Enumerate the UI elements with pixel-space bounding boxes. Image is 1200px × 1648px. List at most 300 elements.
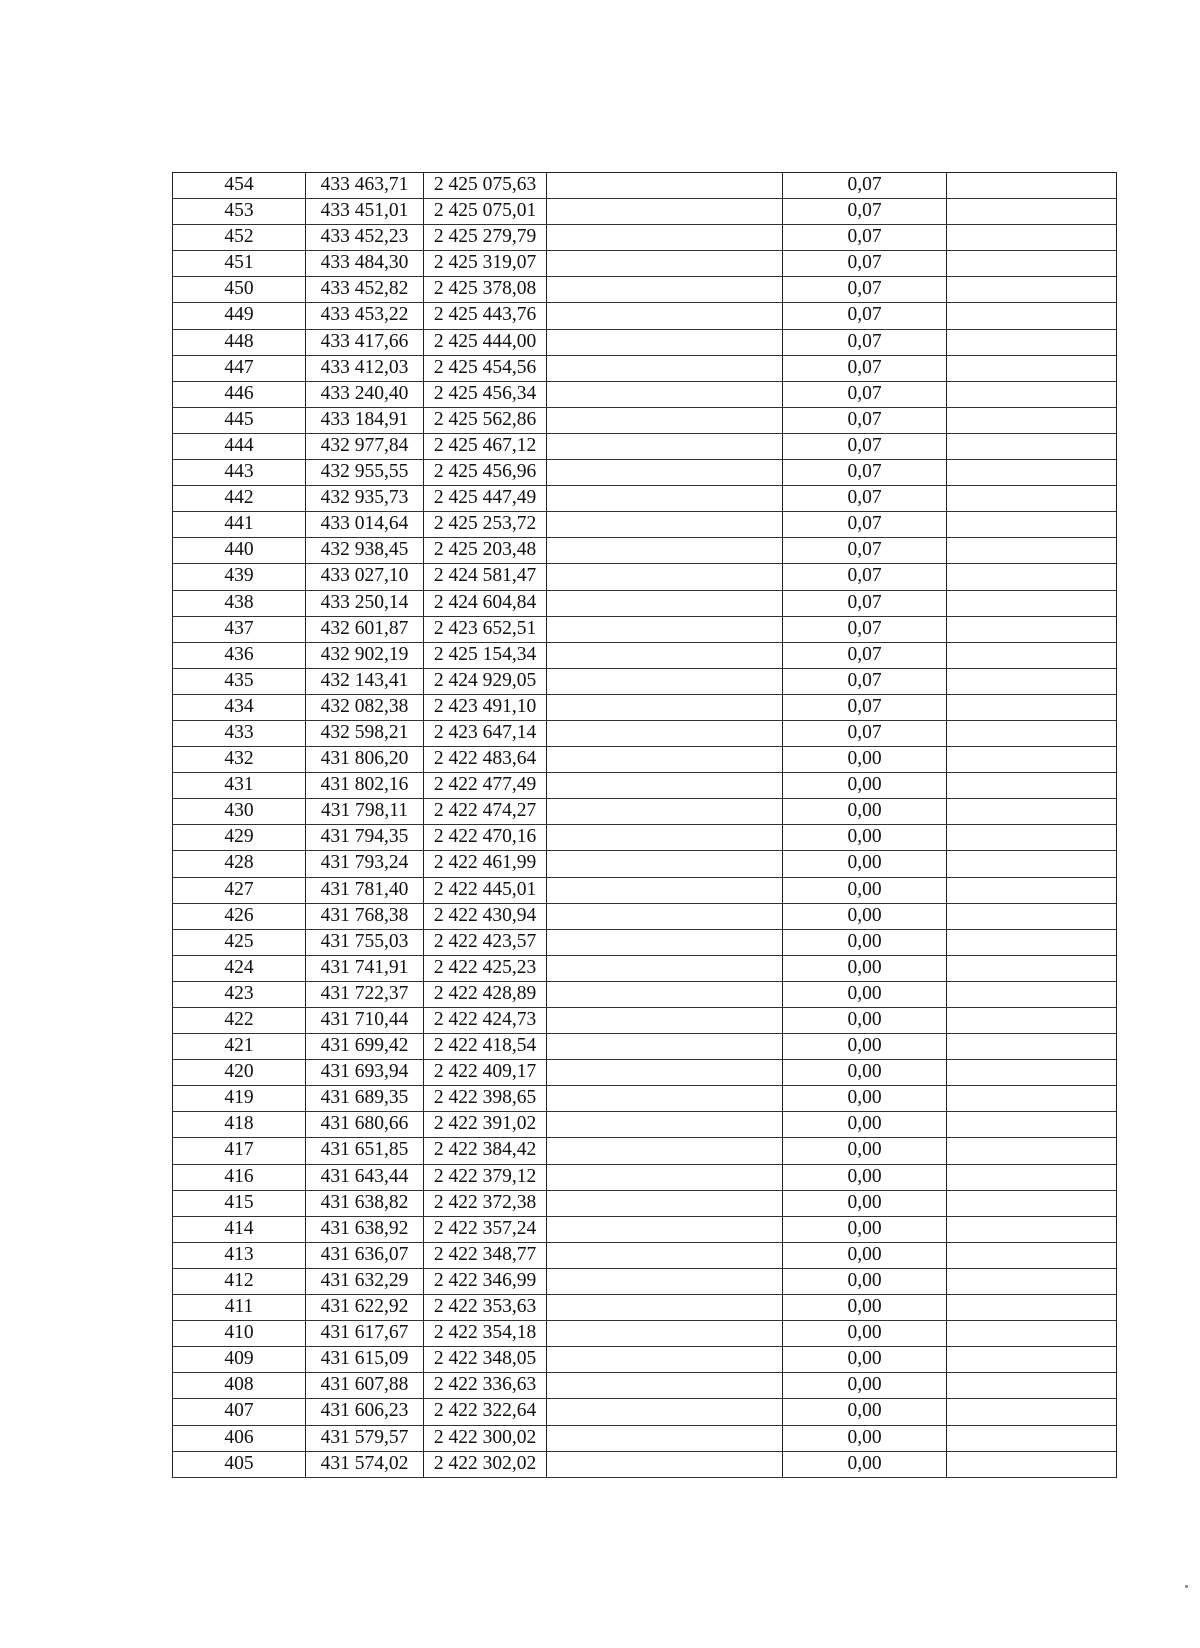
empty-cell [546, 695, 782, 720]
empty-cell [546, 1295, 782, 1320]
error-value-cell: 0,07 [782, 512, 946, 537]
table-row [172, 1060, 1116, 1086]
x-coordinate-cell: 431 622,92 [305, 1295, 423, 1320]
x-coordinate-cell: 431 699,42 [305, 1034, 423, 1059]
empty-cell [546, 1373, 782, 1398]
empty-note-cell [946, 1165, 1116, 1190]
x-coordinate-cell: 431 768,38 [305, 904, 423, 929]
x-coordinate-cell: 431 651,85 [305, 1138, 423, 1163]
error-value-cell: 0,00 [782, 1347, 946, 1372]
y-coordinate-cell: 2 422 353,63 [423, 1295, 546, 1320]
table-row [172, 591, 1116, 617]
x-coordinate-cell: 431 755,03 [305, 930, 423, 955]
table-row [172, 695, 1116, 721]
empty-note-cell [946, 904, 1116, 929]
point-number-cell: 439 [172, 564, 305, 589]
y-coordinate-cell: 2 425 075,01 [423, 199, 546, 224]
y-coordinate-cell: 2 425 447,49 [423, 486, 546, 511]
error-value-cell: 0,07 [782, 564, 946, 589]
empty-cell [546, 982, 782, 1007]
empty-note-cell [946, 356, 1116, 381]
empty-note-cell [946, 956, 1116, 981]
table-row [172, 1165, 1116, 1191]
point-number-cell: 416 [172, 1165, 305, 1190]
empty-note-cell [946, 1191, 1116, 1216]
point-number-cell: 444 [172, 434, 305, 459]
y-coordinate-cell: 2 423 652,51 [423, 617, 546, 642]
empty-cell [546, 1086, 782, 1111]
y-coordinate-cell: 2 425 253,72 [423, 512, 546, 537]
empty-note-cell [946, 512, 1116, 537]
error-value-cell: 0,07 [782, 173, 946, 198]
point-number-cell: 413 [172, 1243, 305, 1268]
empty-cell [546, 1112, 782, 1137]
empty-cell [546, 538, 782, 563]
x-coordinate-cell: 431 636,07 [305, 1243, 423, 1268]
y-coordinate-cell: 2 424 581,47 [423, 564, 546, 589]
error-value-cell: 0,00 [782, 799, 946, 824]
x-coordinate-cell: 431 741,91 [305, 956, 423, 981]
x-coordinate-cell: 433 412,03 [305, 356, 423, 381]
empty-cell [546, 408, 782, 433]
error-value-cell: 0,00 [782, 747, 946, 772]
error-value-cell: 0,07 [782, 721, 946, 746]
table-row [172, 225, 1116, 251]
y-coordinate-cell: 2 422 357,24 [423, 1217, 546, 1242]
empty-cell [546, 1217, 782, 1242]
error-value-cell: 0,00 [782, 1060, 946, 1085]
y-coordinate-cell: 2 424 929,05 [423, 669, 546, 694]
empty-note-cell [946, 1426, 1116, 1451]
y-coordinate-cell: 2 422 348,05 [423, 1347, 546, 1372]
empty-note-cell [946, 225, 1116, 250]
y-coordinate-cell: 2 422 372,38 [423, 1191, 546, 1216]
x-coordinate-cell: 431 606,23 [305, 1399, 423, 1424]
y-coordinate-cell: 2 422 461,99 [423, 851, 546, 876]
empty-cell [546, 225, 782, 250]
empty-cell [546, 434, 782, 459]
point-number-cell: 454 [172, 173, 305, 198]
table-row [172, 434, 1116, 460]
table-row [172, 904, 1116, 930]
table-row [172, 930, 1116, 956]
x-coordinate-cell: 431 579,57 [305, 1426, 423, 1451]
empty-cell [546, 382, 782, 407]
point-number-cell: 426 [172, 904, 305, 929]
error-value-cell: 0,00 [782, 1034, 946, 1059]
empty-note-cell [946, 1008, 1116, 1033]
empty-note-cell [946, 1138, 1116, 1163]
x-coordinate-cell: 431 710,44 [305, 1008, 423, 1033]
empty-cell [546, 1165, 782, 1190]
empty-note-cell [946, 1269, 1116, 1294]
empty-note-cell [946, 408, 1116, 433]
y-coordinate-cell: 2 422 409,17 [423, 1060, 546, 1085]
error-value-cell: 0,00 [782, 1138, 946, 1163]
empty-cell [546, 1452, 782, 1477]
empty-cell [546, 1191, 782, 1216]
x-coordinate-cell: 431 793,24 [305, 851, 423, 876]
empty-note-cell [946, 1112, 1116, 1137]
table-row [172, 721, 1116, 747]
error-value-cell: 0,07 [782, 382, 946, 407]
y-coordinate-cell: 2 422 483,64 [423, 747, 546, 772]
y-coordinate-cell: 2 425 203,48 [423, 538, 546, 563]
empty-cell [546, 1347, 782, 1372]
empty-note-cell [946, 982, 1116, 1007]
point-number-cell: 425 [172, 930, 305, 955]
point-number-cell: 418 [172, 1112, 305, 1137]
point-number-cell: 422 [172, 1008, 305, 1033]
table-row [172, 303, 1116, 329]
empty-note-cell [946, 173, 1116, 198]
y-coordinate-cell: 2 425 456,96 [423, 460, 546, 485]
y-coordinate-cell: 2 425 319,07 [423, 251, 546, 276]
point-number-cell: 452 [172, 225, 305, 250]
empty-cell [546, 721, 782, 746]
table-row [172, 382, 1116, 408]
empty-note-cell [946, 721, 1116, 746]
empty-note-cell [946, 1243, 1116, 1268]
error-value-cell: 0,07 [782, 460, 946, 485]
error-value-cell: 0,00 [782, 1008, 946, 1033]
table-row [172, 1243, 1116, 1269]
x-coordinate-cell: 432 935,73 [305, 486, 423, 511]
table-row [172, 643, 1116, 669]
x-coordinate-cell: 431 689,35 [305, 1086, 423, 1111]
table-row [172, 1452, 1116, 1478]
empty-note-cell [946, 617, 1116, 642]
empty-note-cell [946, 799, 1116, 824]
x-coordinate-cell: 431 638,92 [305, 1217, 423, 1242]
point-number-cell: 407 [172, 1399, 305, 1424]
error-value-cell: 0,00 [782, 878, 946, 903]
empty-note-cell [946, 1452, 1116, 1477]
table-row [172, 460, 1116, 486]
error-value-cell: 0,07 [782, 591, 946, 616]
point-number-cell: 451 [172, 251, 305, 276]
point-number-cell: 411 [172, 1295, 305, 1320]
error-value-cell: 0,00 [782, 982, 946, 1007]
scan-artifact [1185, 1585, 1188, 1588]
x-coordinate-cell: 431 607,88 [305, 1373, 423, 1398]
error-value-cell: 0,00 [782, 1217, 946, 1242]
y-coordinate-cell: 2 422 302,02 [423, 1452, 546, 1477]
y-coordinate-cell: 2 425 456,34 [423, 382, 546, 407]
x-coordinate-cell: 431 638,82 [305, 1191, 423, 1216]
y-coordinate-cell: 2 425 279,79 [423, 225, 546, 250]
empty-cell [546, 669, 782, 694]
y-coordinate-cell: 2 425 443,76 [423, 303, 546, 328]
empty-cell [546, 904, 782, 929]
x-coordinate-cell: 433 240,40 [305, 382, 423, 407]
error-value-cell: 0,07 [782, 330, 946, 355]
x-coordinate-cell: 433 463,71 [305, 173, 423, 198]
x-coordinate-cell: 433 250,14 [305, 591, 423, 616]
error-value-cell: 0,00 [782, 1191, 946, 1216]
point-number-cell: 441 [172, 512, 305, 537]
empty-note-cell [946, 643, 1116, 668]
table-row [172, 356, 1116, 382]
x-coordinate-cell: 432 601,87 [305, 617, 423, 642]
x-coordinate-cell: 433 184,91 [305, 408, 423, 433]
table-row [172, 1008, 1116, 1034]
x-coordinate-cell: 432 598,21 [305, 721, 423, 746]
empty-cell [546, 1008, 782, 1033]
x-coordinate-cell: 432 902,19 [305, 643, 423, 668]
point-number-cell: 453 [172, 199, 305, 224]
x-coordinate-cell: 433 452,23 [305, 225, 423, 250]
error-value-cell: 0,07 [782, 199, 946, 224]
point-number-cell: 431 [172, 773, 305, 798]
error-value-cell: 0,07 [782, 538, 946, 563]
empty-cell [546, 1034, 782, 1059]
error-value-cell: 0,00 [782, 1399, 946, 1424]
x-coordinate-cell: 431 781,40 [305, 878, 423, 903]
empty-note-cell [946, 486, 1116, 511]
empty-note-cell [946, 695, 1116, 720]
empty-note-cell [946, 303, 1116, 328]
point-number-cell: 429 [172, 825, 305, 850]
table-row [172, 982, 1116, 1008]
empty-cell [546, 1426, 782, 1451]
point-number-cell: 448 [172, 330, 305, 355]
empty-cell [546, 747, 782, 772]
point-number-cell: 424 [172, 956, 305, 981]
point-number-cell: 446 [172, 382, 305, 407]
x-coordinate-cell: 433 453,22 [305, 303, 423, 328]
y-coordinate-cell: 2 425 075,63 [423, 173, 546, 198]
error-value-cell: 0,00 [782, 1295, 946, 1320]
x-coordinate-cell: 432 977,84 [305, 434, 423, 459]
error-value-cell: 0,00 [782, 1452, 946, 1477]
empty-note-cell [946, 1373, 1116, 1398]
y-coordinate-cell: 2 422 424,73 [423, 1008, 546, 1033]
table-row [172, 199, 1116, 225]
y-coordinate-cell: 2 422 445,01 [423, 878, 546, 903]
point-number-cell: 449 [172, 303, 305, 328]
error-value-cell: 0,00 [782, 1243, 946, 1268]
x-coordinate-cell: 431 794,35 [305, 825, 423, 850]
empty-note-cell [946, 825, 1116, 850]
empty-note-cell [946, 1060, 1116, 1085]
table-row [172, 1217, 1116, 1243]
y-coordinate-cell: 2 423 647,14 [423, 721, 546, 746]
empty-cell [546, 1138, 782, 1163]
point-number-cell: 442 [172, 486, 305, 511]
point-number-cell: 408 [172, 1373, 305, 1398]
y-coordinate-cell: 2 422 425,23 [423, 956, 546, 981]
point-number-cell: 450 [172, 277, 305, 302]
table-row [172, 878, 1116, 904]
x-coordinate-cell: 433 027,10 [305, 564, 423, 589]
error-value-cell: 0,00 [782, 851, 946, 876]
empty-note-cell [946, 1321, 1116, 1346]
table-row [172, 1138, 1116, 1164]
empty-note-cell [946, 434, 1116, 459]
table-row [172, 747, 1116, 773]
empty-cell [546, 773, 782, 798]
empty-cell [546, 564, 782, 589]
error-value-cell: 0,07 [782, 695, 946, 720]
y-coordinate-cell: 2 425 562,86 [423, 408, 546, 433]
empty-note-cell [946, 1295, 1116, 1320]
empty-cell [546, 617, 782, 642]
x-coordinate-cell: 431 615,09 [305, 1347, 423, 1372]
point-number-cell: 410 [172, 1321, 305, 1346]
empty-cell [546, 251, 782, 276]
x-coordinate-cell: 431 632,29 [305, 1269, 423, 1294]
point-number-cell: 423 [172, 982, 305, 1007]
empty-note-cell [946, 1217, 1116, 1242]
point-number-cell: 405 [172, 1452, 305, 1477]
y-coordinate-cell: 2 422 430,94 [423, 904, 546, 929]
empty-cell [546, 199, 782, 224]
error-value-cell: 0,00 [782, 956, 946, 981]
table-row [172, 617, 1116, 643]
table-row [172, 173, 1116, 199]
empty-note-cell [946, 382, 1116, 407]
empty-note-cell [946, 251, 1116, 276]
coordinates-table [172, 172, 1117, 1478]
table-row [172, 956, 1116, 982]
empty-note-cell [946, 851, 1116, 876]
table-row [172, 251, 1116, 277]
x-coordinate-cell: 431 643,44 [305, 1165, 423, 1190]
error-value-cell: 0,00 [782, 1426, 946, 1451]
y-coordinate-cell: 2 422 354,18 [423, 1321, 546, 1346]
error-value-cell: 0,07 [782, 356, 946, 381]
x-coordinate-cell: 433 417,66 [305, 330, 423, 355]
y-coordinate-cell: 2 422 391,02 [423, 1112, 546, 1137]
error-value-cell: 0,07 [782, 643, 946, 668]
point-number-cell: 414 [172, 1217, 305, 1242]
empty-cell [546, 1399, 782, 1424]
y-coordinate-cell: 2 423 491,10 [423, 695, 546, 720]
error-value-cell: 0,07 [782, 303, 946, 328]
empty-cell [546, 643, 782, 668]
x-coordinate-cell: 433 452,82 [305, 277, 423, 302]
point-number-cell: 433 [172, 721, 305, 746]
empty-cell [546, 930, 782, 955]
point-number-cell: 437 [172, 617, 305, 642]
y-coordinate-cell: 2 422 470,16 [423, 825, 546, 850]
empty-cell [546, 1243, 782, 1268]
empty-note-cell [946, 1347, 1116, 1372]
point-number-cell: 432 [172, 747, 305, 772]
error-value-cell: 0,07 [782, 277, 946, 302]
table-row [172, 1086, 1116, 1112]
empty-cell [546, 486, 782, 511]
x-coordinate-cell: 433 451,01 [305, 199, 423, 224]
empty-note-cell [946, 930, 1116, 955]
table-row [172, 1295, 1116, 1321]
empty-cell [546, 330, 782, 355]
empty-cell [546, 799, 782, 824]
table-row [172, 486, 1116, 512]
y-coordinate-cell: 2 422 418,54 [423, 1034, 546, 1059]
table-row [172, 799, 1116, 825]
empty-cell [546, 512, 782, 537]
point-number-cell: 438 [172, 591, 305, 616]
y-coordinate-cell: 2 422 300,02 [423, 1426, 546, 1451]
empty-note-cell [946, 199, 1116, 224]
table-row [172, 538, 1116, 564]
table-row [172, 851, 1116, 877]
empty-note-cell [946, 669, 1116, 694]
error-value-cell: 0,00 [782, 904, 946, 929]
point-number-cell: 420 [172, 1060, 305, 1085]
y-coordinate-cell: 2 422 398,65 [423, 1086, 546, 1111]
y-coordinate-cell: 2 425 454,56 [423, 356, 546, 381]
empty-note-cell [946, 591, 1116, 616]
y-coordinate-cell: 2 422 474,27 [423, 799, 546, 824]
x-coordinate-cell: 431 798,11 [305, 799, 423, 824]
point-number-cell: 427 [172, 878, 305, 903]
empty-cell [546, 277, 782, 302]
empty-cell [546, 1321, 782, 1346]
empty-cell [546, 851, 782, 876]
table-row [172, 564, 1116, 590]
table-row [172, 1112, 1116, 1138]
error-value-cell: 0,07 [782, 486, 946, 511]
x-coordinate-cell: 431 574,02 [305, 1452, 423, 1477]
error-value-cell: 0,07 [782, 225, 946, 250]
point-number-cell: 428 [172, 851, 305, 876]
error-value-cell: 0,07 [782, 251, 946, 276]
y-coordinate-cell: 2 422 428,89 [423, 982, 546, 1007]
table-row [172, 1321, 1116, 1347]
error-value-cell: 0,00 [782, 930, 946, 955]
error-value-cell: 0,07 [782, 617, 946, 642]
y-coordinate-cell: 2 422 348,77 [423, 1243, 546, 1268]
x-coordinate-cell: 431 722,37 [305, 982, 423, 1007]
empty-cell [546, 1060, 782, 1085]
x-coordinate-cell: 432 938,45 [305, 538, 423, 563]
x-coordinate-cell: 433 014,64 [305, 512, 423, 537]
x-coordinate-cell: 433 484,30 [305, 251, 423, 276]
error-value-cell: 0,00 [782, 1373, 946, 1398]
empty-cell [546, 1269, 782, 1294]
table-row [172, 330, 1116, 356]
empty-note-cell [946, 773, 1116, 798]
point-number-cell: 434 [172, 695, 305, 720]
x-coordinate-cell: 431 680,66 [305, 1112, 423, 1137]
table-row [172, 1399, 1116, 1425]
table-row [172, 1373, 1116, 1399]
table-row [172, 512, 1116, 538]
empty-note-cell [946, 538, 1116, 563]
x-coordinate-cell: 432 082,38 [305, 695, 423, 720]
empty-note-cell [946, 747, 1116, 772]
point-number-cell: 415 [172, 1191, 305, 1216]
point-number-cell: 409 [172, 1347, 305, 1372]
point-number-cell: 419 [172, 1086, 305, 1111]
table-row [172, 1269, 1116, 1295]
point-number-cell: 440 [172, 538, 305, 563]
point-number-cell: 430 [172, 799, 305, 824]
empty-cell [546, 591, 782, 616]
point-number-cell: 445 [172, 408, 305, 433]
empty-note-cell [946, 1034, 1116, 1059]
point-number-cell: 412 [172, 1269, 305, 1294]
error-value-cell: 0,00 [782, 1165, 946, 1190]
y-coordinate-cell: 2 422 346,99 [423, 1269, 546, 1294]
empty-cell [546, 956, 782, 981]
empty-note-cell [946, 277, 1116, 302]
empty-note-cell [946, 330, 1116, 355]
x-coordinate-cell: 432 143,41 [305, 669, 423, 694]
